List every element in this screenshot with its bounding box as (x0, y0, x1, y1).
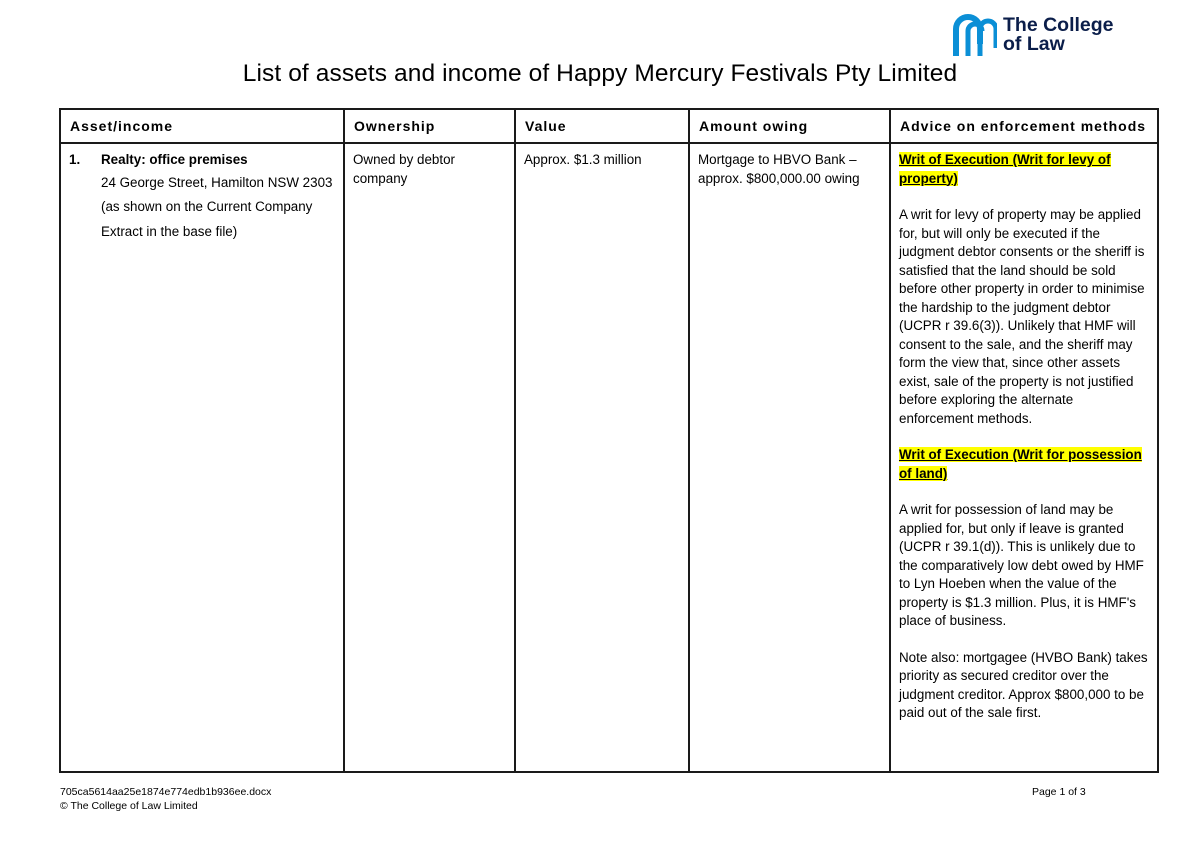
amount-owing-cell (689, 143, 890, 772)
advice-cell (890, 143, 1158, 772)
column-header-asset: Asset/income (60, 109, 344, 143)
value-cell (515, 143, 689, 772)
asset-cell (60, 143, 344, 772)
page-title: List of assets and income of Happy Mercury Festivals Pty Limited (242, 60, 958, 87)
footer-filename: 705ca5614aa25e1874e774edb1b936ee.docx (60, 786, 272, 798)
college-of-law-logo-icon (953, 14, 997, 56)
logo-line-2: of Law (1003, 33, 1065, 55)
college-of-law-logo (953, 14, 1123, 58)
amount-owing-text: Mortgage to HBVO Bank – approx. $800,000.00 owing (698, 152, 860, 186)
logo-line-1: The College (1003, 14, 1114, 36)
ownership-cell (344, 143, 515, 772)
table-header-row (60, 109, 1158, 143)
value-text: Approx. $1.3 million (524, 152, 642, 167)
advice-heading-levy (899, 151, 1149, 188)
advice-heading-possession (899, 446, 1149, 483)
assets-table (59, 108, 1159, 773)
footer-copyright: © The College of Law Limited (60, 800, 198, 812)
asset-detail: 24 George Street, Hamilton NSW 2303 (as shown on the Current Company Extract in the base file) (101, 174, 333, 239)
asset-number: 1. (69, 152, 81, 167)
column-header-advice: Advice on enforcement methods (890, 109, 1158, 143)
ownership-text: Owned by debtor company (353, 152, 455, 186)
column-header-value: Value (515, 109, 689, 143)
column-header-ownership: Ownership (344, 109, 515, 143)
asset-heading (69, 151, 335, 170)
advice-text-possession: A writ for possession of land may be applied for, but only if leave is granted (UCPR r 39.1(d)). This is unlikely due to the comparatively low debt owed by HMF to Lyn Hoeben when the value of the property is $1.3 million. Plus, it is HMF's place of business. (899, 502, 1144, 628)
page-number: Page 1 of 3 (1032, 786, 1086, 798)
asset-title: Realty: office premises (101, 152, 248, 167)
logo-text (1003, 16, 1114, 54)
advice-heading-levy-text: Writ of Execution (Writ for levy of property) (899, 152, 1111, 186)
advice-text-mortgagee: Note also: mortgagee (HVBO Bank) takes priority as secured creditor over the judgment creditor. Approx $800,000 to be paid out of the sale first. (899, 649, 1148, 720)
advice-heading-possession-text: Writ of Execution (Writ for possession of land) (899, 447, 1142, 481)
advice-text-levy: A writ for levy of property may be applied for, but will only be executed if the judgment debtor consents or the sheriff is satisfied that the land should be sold before other property in order to minimise the hardship to the judgment debtor (UCPR r 39.6(3)). Unlikely that HMF will consent to the sale, and the sheriff may form the view that, since other assets exist, sale of the property is not justified before exploring the alternate enforcement methods. (899, 207, 1145, 426)
table-row (60, 143, 1158, 772)
column-header-amount-owing: Amount owing (689, 109, 890, 143)
footer-left (60, 785, 271, 813)
